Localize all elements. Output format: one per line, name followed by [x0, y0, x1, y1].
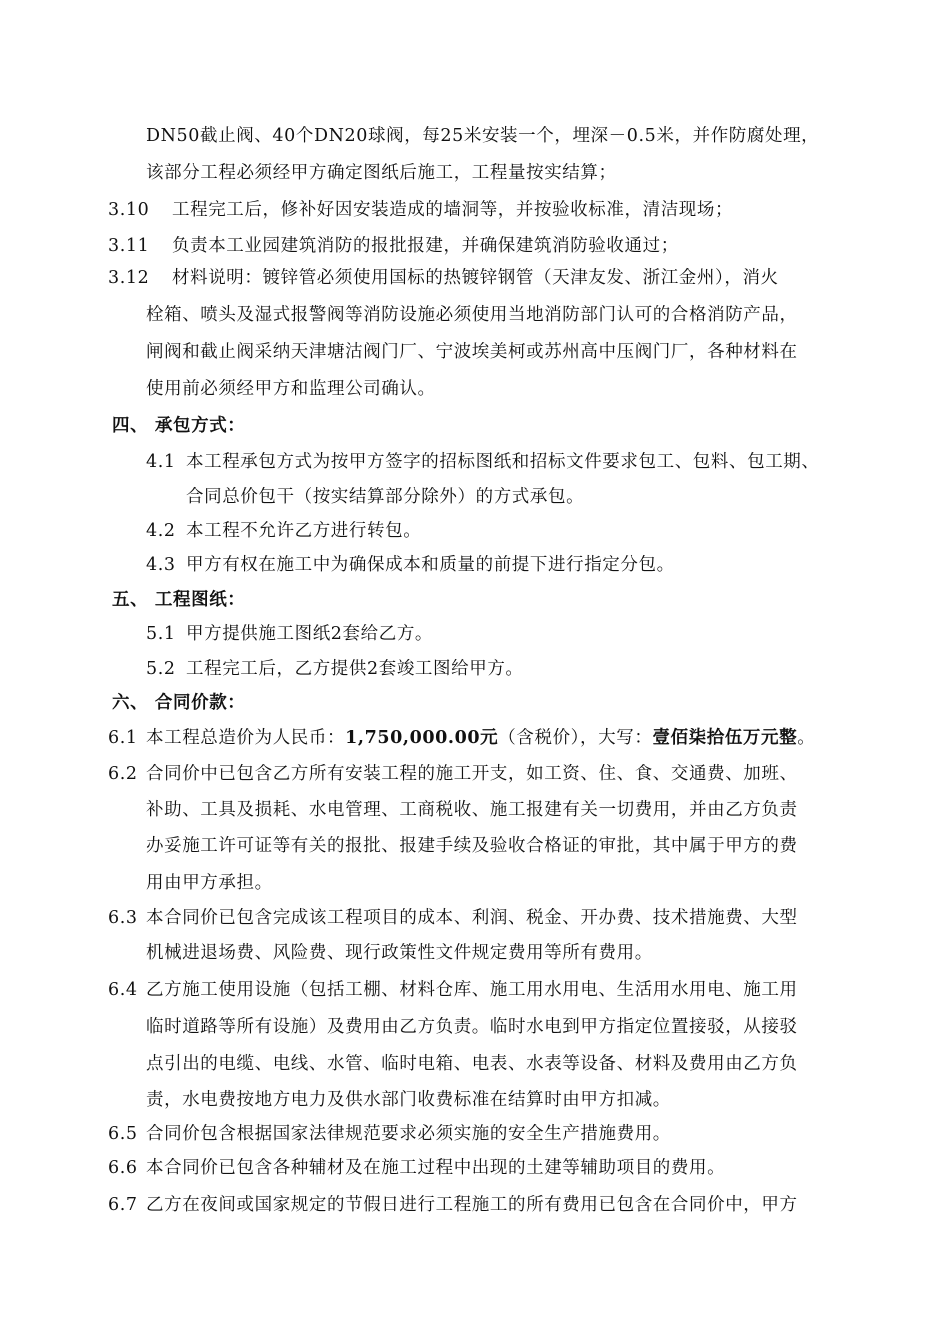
clause-number: 6.7: [108, 1195, 138, 1215]
clause-text: 工程完工后，乙方提供2套竣工图给甲方。: [186, 659, 524, 679]
clause-text: 本合同价已包含各种辅材及在施工过程中出现的土建等辅助项目的费用。: [146, 1158, 726, 1178]
clause-text: 甲方提供施工图纸2套给乙方。: [186, 624, 434, 644]
clause-number: 4.2: [146, 521, 176, 541]
clause-number: 6.3: [108, 908, 138, 928]
clause-number: 3.12: [108, 268, 150, 288]
clause-number: 5.2: [146, 659, 176, 679]
clause-number: 6.5: [108, 1124, 138, 1144]
clause-number: 3.11: [108, 236, 150, 256]
clause-text: 乙方在夜间或国家规定的节假日进行工程施工的所有费用已包含在合同价中，甲方: [146, 1195, 798, 1215]
clause-text: 本工程承包方式为按甲方签字的招标图纸和招标文件要求包工、包料、包工期、: [186, 452, 820, 472]
clause-text: 材料说明：镀锌管必须使用国标的热镀锌钢管（天津友发、浙江金州），消火: [172, 268, 779, 288]
clause-text: 栓箱、喷头及湿式报警阀等消防设施必须使用当地消防部门认可的合格消防产品，: [146, 305, 798, 325]
section-heading: 六、 合同价款：: [112, 693, 246, 713]
clause-text: 本合同价已包含完成该工程项目的成本、利润、税金、开办费、技术措施费、大型: [146, 908, 798, 928]
clause-number: 6.6: [108, 1158, 138, 1178]
contract-amount: 1,750,000.00元: [345, 728, 499, 748]
clause-text: 本工程不允许乙方进行转包。: [186, 521, 422, 541]
clause-text: 责，水电费按地方电力及供水部门收费标准在结算时由甲方扣减。: [146, 1090, 671, 1110]
clause-text: 合同总价包干（按实结算部分除外）的方式承包。: [186, 487, 585, 507]
contract-amount-words: 壹佰柒拾伍万元整: [652, 728, 798, 748]
clause-text: 用由甲方承担。: [146, 873, 273, 893]
clause-number: 5.1: [146, 624, 176, 644]
clause-number: 3.10: [108, 200, 150, 220]
section-heading: 四、 承包方式：: [112, 416, 246, 436]
paragraph-line: 该部分工程必须经甲方确定图纸后施工，工程量按实结算；: [146, 163, 617, 183]
clause-text: 补助、工具及损耗、水电管理、工商税收、施工报建有关一切费用，并由乙方负责: [146, 800, 798, 820]
clause-number: 6.1: [108, 728, 138, 748]
clause-text: 闸阀和截止阀采纳天津塘沽阀门厂、宁波埃美柯或苏州高中压阀门厂，各种材料在: [146, 342, 798, 362]
clause-text: 使用前必须经甲方和监理公司确认。: [146, 379, 436, 399]
clause-text: 机械进退场费、风险费、现行政策性文件规定费用等所有费用。: [146, 943, 653, 963]
clause-text: 点引出的电缆、电线、水管、临时电箱、电表、水表等设备、材料及费用由乙方负: [146, 1054, 798, 1074]
clause-text: 办妥施工许可证等有关的报批、报建手续及验收合格证的审批，其中属于甲方的费: [146, 836, 798, 856]
clause-text: 乙方施工使用设施（包括工棚、材料仓库、施工用水用电、生活用水用电、施工用: [146, 980, 798, 1000]
price-middle: （含税价），大写：: [498, 728, 653, 748]
clause-number: 6.4: [108, 980, 138, 1000]
clause-text: [146, 726, 815, 750]
clause-text: 工程完工后，修补好因安装造成的墙洞等，并按验收标准，清洁现场；: [172, 200, 734, 220]
paragraph-line: DN50截止阀、40个DN20球阀，每25米安装一个，埋深－0.5米，并作防腐处理，: [146, 126, 820, 146]
clause-number: 6.2: [108, 764, 138, 784]
section-heading: 五、 工程图纸：: [112, 590, 246, 610]
price-prefix: 本工程总造价为人民币：: [146, 728, 346, 748]
clause-text: 合同价中已包含乙方所有安装工程的施工开支，如工资、住、食、交通费、加班、: [146, 764, 798, 784]
clause-number: 4.1: [146, 452, 176, 472]
clause-text: 负责本工业园建筑消防的报批报建，并确保建筑消防验收通过；: [172, 236, 679, 256]
price-end: 。: [797, 728, 816, 748]
clause-text: 甲方有权在施工中为确保成本和质量的前提下进行指定分包。: [186, 555, 675, 575]
clause-text: 临时道路等所有设施）及费用由乙方负责。临时水电到甲方指定位置接驳，从接驳: [146, 1017, 798, 1037]
clause-number: 4.3: [146, 555, 176, 575]
clause-text: 合同价包含根据国家法律规范要求必须实施的安全生产措施费用。: [146, 1124, 671, 1144]
